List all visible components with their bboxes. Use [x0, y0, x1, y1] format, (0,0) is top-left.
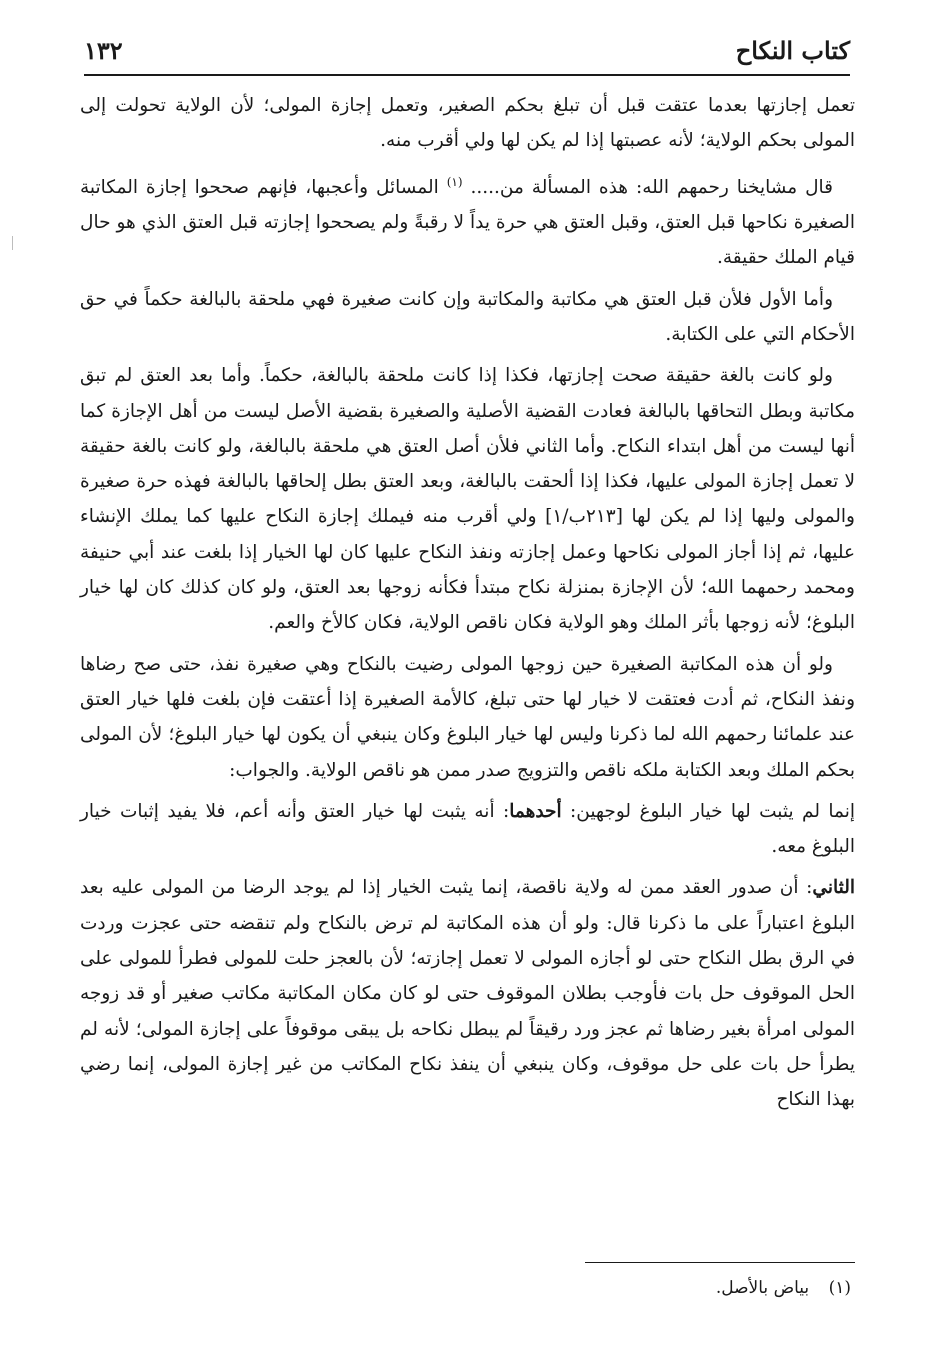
- paragraph: [80, 870, 855, 1117]
- footnote-ref: (١): [446, 174, 463, 189]
- paragraph-text: ولو أن هذه المكاتبة الصغيرة حين زوجها المولى رضيت بالنكاح وهي صغيرة نفذ، حتى صح رضاها ونفذ النكاح، ثم أدت فعتقت لا خيار لها حتى تبلغ، كالأمة الصغيرة إذا أعتقت فإن بلغت فلها خيار العتق عند علمائنا رحمهم الله لما ذكرنا وليس لها خيار البلوغ وكان ينبغي أن يكون لها خيار البلوغ؛ لأن المولى بحكم الملك وبعد الكتابة ملكه ناقص والتزويج صدر ممن هو ناقص الولاية. والجواب:: [80, 653, 855, 781]
- margin-mark: [12, 236, 13, 250]
- paragraph-text: تعمل إجازتها بعدما عتقت قبل أن تبلغ بحكم الصغير، وتعمل إجازة المولى؛ لأن الولاية تحولت إلى المولى بحكم الولاية؛ لأنه عصبتها إذا لم يكن لها ولي أقرب منه.: [80, 95, 855, 152]
- footnote: [716, 1278, 851, 1298]
- bold-heading-word: أحدهما: [509, 800, 562, 822]
- paragraph: [80, 282, 855, 353]
- footnote-divider: [585, 1262, 855, 1263]
- paragraph-text: : أنه يثبت لها خيار العتق وأنه أعم، فلا يفيد إثبات خيار البلوغ معه.: [80, 800, 855, 858]
- paragraph: [80, 647, 855, 788]
- paragraph: [80, 358, 855, 640]
- paragraph-text: قال مشايخنا رحمهم الله: هذه المسألة من.....: [462, 176, 834, 198]
- body-text: [80, 88, 855, 1123]
- footnote-text: بياض بالأصل.: [715, 1278, 810, 1298]
- paragraph-text: إنما لم يثبت لها خيار البلوغ لوجهين:: [561, 800, 855, 822]
- running-title: كتاب النكاح: [735, 36, 850, 65]
- paragraph: [80, 88, 855, 159]
- bold-heading-word: الثاني: [812, 877, 855, 899]
- footnote-number: (١): [828, 1278, 851, 1298]
- paragraph-text: : أن صدور العقد ممن له ولاية ناقصة، إنما يثبت الخيار إذا لم يوجد الرضا من المولى عليه بعد البلوغ اعتباراً على ما ذكرنا قال: ولو أن هذه المكاتبة لم ترض بالنكاح ولم تنقضه حتى عجزت وردت في الرق بطل النكاح حتى لو أجازه المولى لا تعمل إجازته؛ لأن بالعجز حلت للمولى فطرأ للمولى على الحل الموقوف حل بات فأوجب بطلان الموقوف حتى لو كان مكان المكاتبة مكاتب صغير أو قد زوجه المولى امرأة بغير رضاها ثم عجز ورد رقيقاً لم يبطل نكاحه بل يبقى موقوفاً على إجازة المولى؛ لأنه لم يطرأ حل بات على حل موقوف، وكان ينبغي أن ينفذ نكاح المكاتب من غير إجازة المولى، إنما رضي بهذا النكاح: [80, 877, 855, 1111]
- paragraph-text: ولو كانت بالغة حقيقة صحت إجازتها، فكذا إذا كانت ملحقة بالبالغة، حكماً. وأما بعد العتق لم تبق مكاتبة وبطل التحاقها بالبالغة فعادت القضية الأصلية والصغيرة بقضية الأصل ليست من أهل الإجازة كما أنها ليست من أهل ابتداء النكاح. وأما الثاني فلأن أصل العتق هي ملحقة بالبالغة، ولو كانت بالغة حقيقة لا تعمل إجازة المولى عليها، فكذا إذا ألحقت بالبالغة، وبعد العتق بطل إلحاقها بالبالغة فهذه حرة صغيرة والمولى وليها إذا لم يكن لها [٢١٣ب/١] ولي أقرب منه فيملك إجازة النكاح عليها كما يملك الإنشاء عليها، ثم إذا أجاز المولى نكاحها وعمل إجازته ونفذ النكاح عليها كان لها الخيار إذا بلغت عند أبي حنيفة ومحمد رحمهما الله؛ لأن الإجازة بمنزلة نكاح مبتدأ فكأنه زوجها بعد العتق، ولو كان كذلك كان لها خيار البلوغ؛ لأنه زوجها بأثر الملك وهو الولاية فكان ناقص الولاية، فكان كالأخ والعم.: [80, 365, 855, 634]
- paragraph: [80, 794, 855, 865]
- page-number: ١٣٢: [84, 36, 123, 65]
- paragraph-text: المسائل وأعجبها، فإنهم صححوا إجازة المكاتبة الصغيرة نكاحها قبل العتق، وقبل العتق هي حرة يداً لا رقبةً ولم يصححوا إجازته قبل العتق الذي هو حال قيام الملك حقيقة.: [80, 176, 855, 269]
- page-header: [84, 30, 850, 76]
- paragraph-text: وأما الأول فلأن قبل العتق هي مكاتبة والمكاتبة وإن كانت صغيرة فهي ملحقة بالبالغة حكماً في حق الأحكام التي على الكتابة.: [80, 288, 855, 345]
- paragraph: [80, 165, 855, 276]
